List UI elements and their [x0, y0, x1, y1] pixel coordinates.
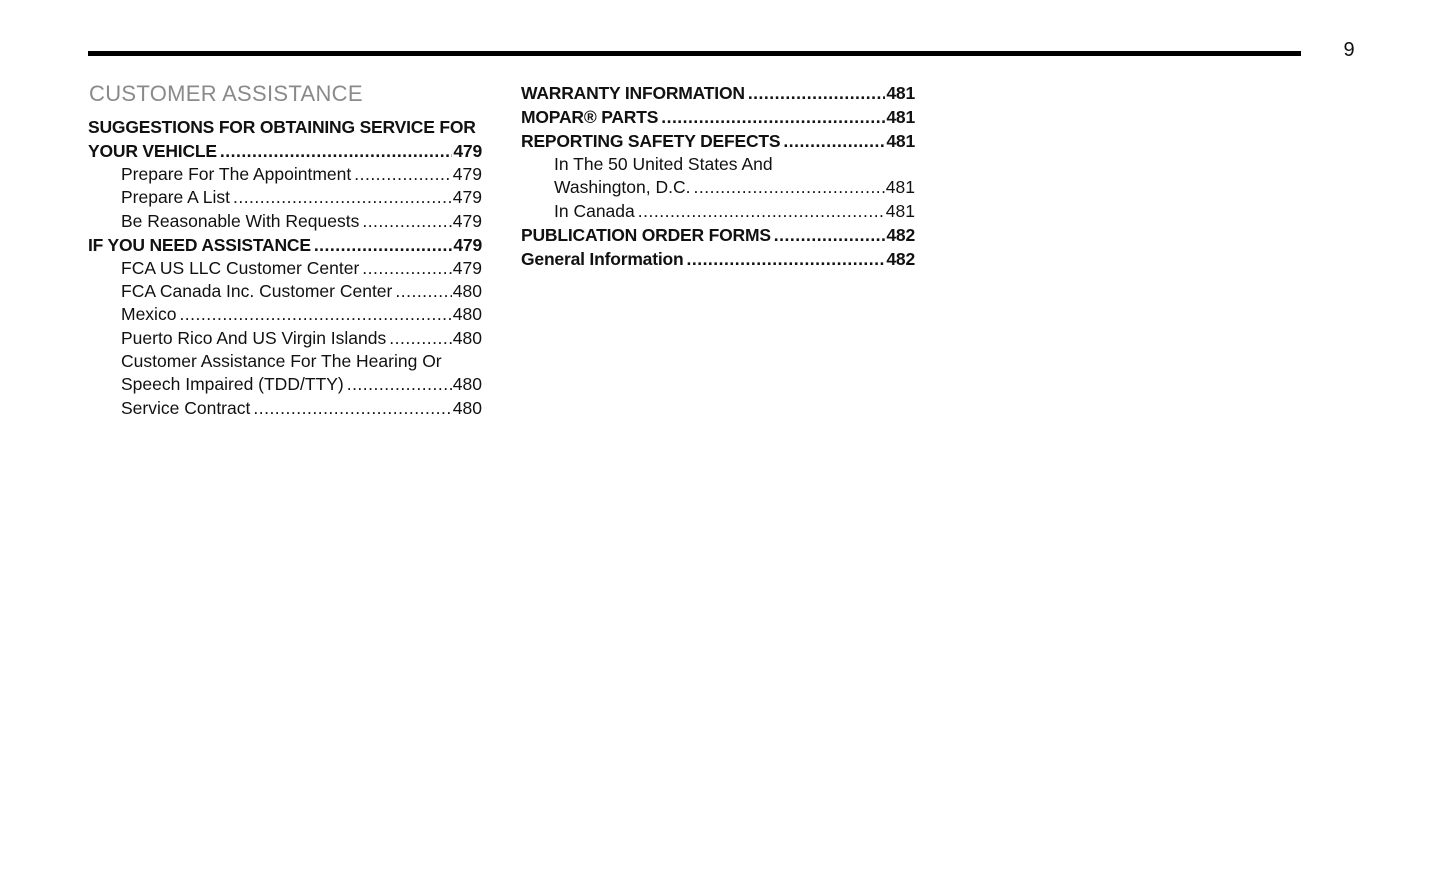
toc-heading-entry[interactable] [88, 139, 482, 163]
toc-entry-label: Be Reasonable With Requests [121, 210, 360, 231]
chapter-title: CUSTOMER ASSISTANCE [89, 81, 363, 106]
dot-leader [748, 81, 886, 105]
toc-entry-page-number: 479 [453, 141, 482, 161]
toc-entry-label: MOPAR® PARTS [521, 107, 659, 127]
toc-heading-entry [88, 115, 482, 139]
toc-heading-entry[interactable] [521, 81, 915, 105]
top-rule [88, 51, 1301, 56]
toc-entry-page-number: 479 [452, 187, 482, 208]
toc-entry-page-number: 480 [452, 281, 482, 302]
toc-column-left [88, 115, 482, 420]
toc-heading-entry[interactable] [521, 129, 915, 153]
toc-entry-page-number: 481 [886, 131, 915, 151]
toc-subentry[interactable] [88, 210, 482, 233]
toc-entry-page-number: 481 [886, 83, 915, 103]
toc-heading-entry[interactable] [521, 223, 915, 247]
dot-leader [220, 139, 453, 163]
toc-subentry[interactable] [521, 200, 915, 223]
toc-entry-page-number: 479 [452, 257, 482, 278]
toc-entry-label: SUGGESTIONS FOR OBTAINING SERVICE FOR [88, 117, 476, 137]
toc-subentry[interactable] [88, 397, 482, 420]
toc-heading-entry[interactable] [521, 105, 915, 129]
toc-entry-page-number: 482 [886, 248, 915, 269]
toc-entry-page-number: 480 [452, 397, 482, 418]
dot-leader [638, 200, 885, 223]
toc-subentry [521, 153, 915, 176]
toc-subentry[interactable] [88, 163, 482, 186]
dot-leader [179, 303, 451, 326]
dot-leader [253, 397, 451, 420]
page-number: 9 [1343, 39, 1355, 61]
dot-leader [389, 327, 452, 350]
dot-leader [395, 280, 451, 303]
dot-leader [362, 257, 452, 280]
toc-entry-label: FCA US LLC Customer Center [121, 257, 360, 278]
toc-entry-label: In Canada [554, 200, 635, 221]
dot-leader [774, 223, 886, 247]
toc-entry-label: Prepare A List [121, 187, 230, 208]
toc-entry-label: Puerto Rico And US Virgin Islands [121, 327, 387, 348]
toc-entry-label: IF YOU NEED ASSISTANCE [88, 234, 311, 255]
toc-entry-label: Service Contract [121, 397, 251, 418]
toc-entry-label: Customer Assistance For The Hearing Or [121, 351, 442, 372]
toc-entry-label: General Information [521, 248, 684, 269]
dot-leader [314, 233, 453, 257]
toc-entry-label: REPORTING SAFETY DEFECTS [521, 131, 781, 151]
toc-subentry[interactable] [88, 186, 482, 209]
toc-subentry[interactable] [521, 176, 915, 199]
dot-leader [661, 105, 885, 129]
toc-subentry[interactable] [88, 303, 482, 326]
toc-subentry[interactable] [88, 280, 482, 303]
toc-entry-label: WARRANTY INFORMATION [521, 83, 745, 103]
toc-entry-page-number: 480 [452, 327, 482, 348]
toc-subentry[interactable] [88, 327, 482, 350]
toc-heading-entry[interactable] [88, 233, 482, 257]
toc-entry-label: Mexico [121, 304, 177, 325]
dot-leader [347, 373, 452, 396]
toc-subentry[interactable] [88, 257, 482, 280]
toc-entry-page-number: 481 [885, 177, 915, 198]
dot-leader [694, 176, 885, 199]
toc-entry-label: Speech Impaired (TDD/TTY) [121, 374, 344, 395]
toc-entry-label: Washington, D.C. [554, 177, 691, 198]
toc-entry-page-number: 481 [886, 107, 915, 127]
toc-entry-label: In The 50 United States And [554, 154, 773, 174]
toc-column-right [521, 81, 915, 271]
dot-leader [354, 163, 452, 186]
toc-heading-entry[interactable] [521, 247, 915, 271]
toc-entry-page-number: 482 [886, 224, 915, 245]
toc-entry-label: PUBLICATION ORDER FORMS [521, 224, 771, 245]
toc-entry-page-number: 479 [452, 210, 482, 231]
toc-entry-page-number: 479 [453, 234, 482, 255]
toc-entry-label: FCA Canada Inc. Customer Center [121, 281, 393, 302]
toc-entry-label: YOUR VEHICLE [88, 141, 217, 161]
toc-entry-page-number: 480 [452, 304, 482, 325]
dot-leader [686, 247, 885, 271]
toc-subentry[interactable] [88, 373, 482, 396]
dot-leader [783, 129, 885, 153]
toc-entry-label: Prepare For The Appointment [121, 164, 352, 184]
toc-subentry [88, 350, 482, 373]
toc-entry-page-number: 481 [885, 200, 915, 221]
toc-entry-page-number: 479 [452, 164, 482, 184]
dot-leader [362, 210, 451, 233]
dot-leader [233, 186, 452, 209]
toc-entry-page-number: 480 [452, 374, 482, 395]
